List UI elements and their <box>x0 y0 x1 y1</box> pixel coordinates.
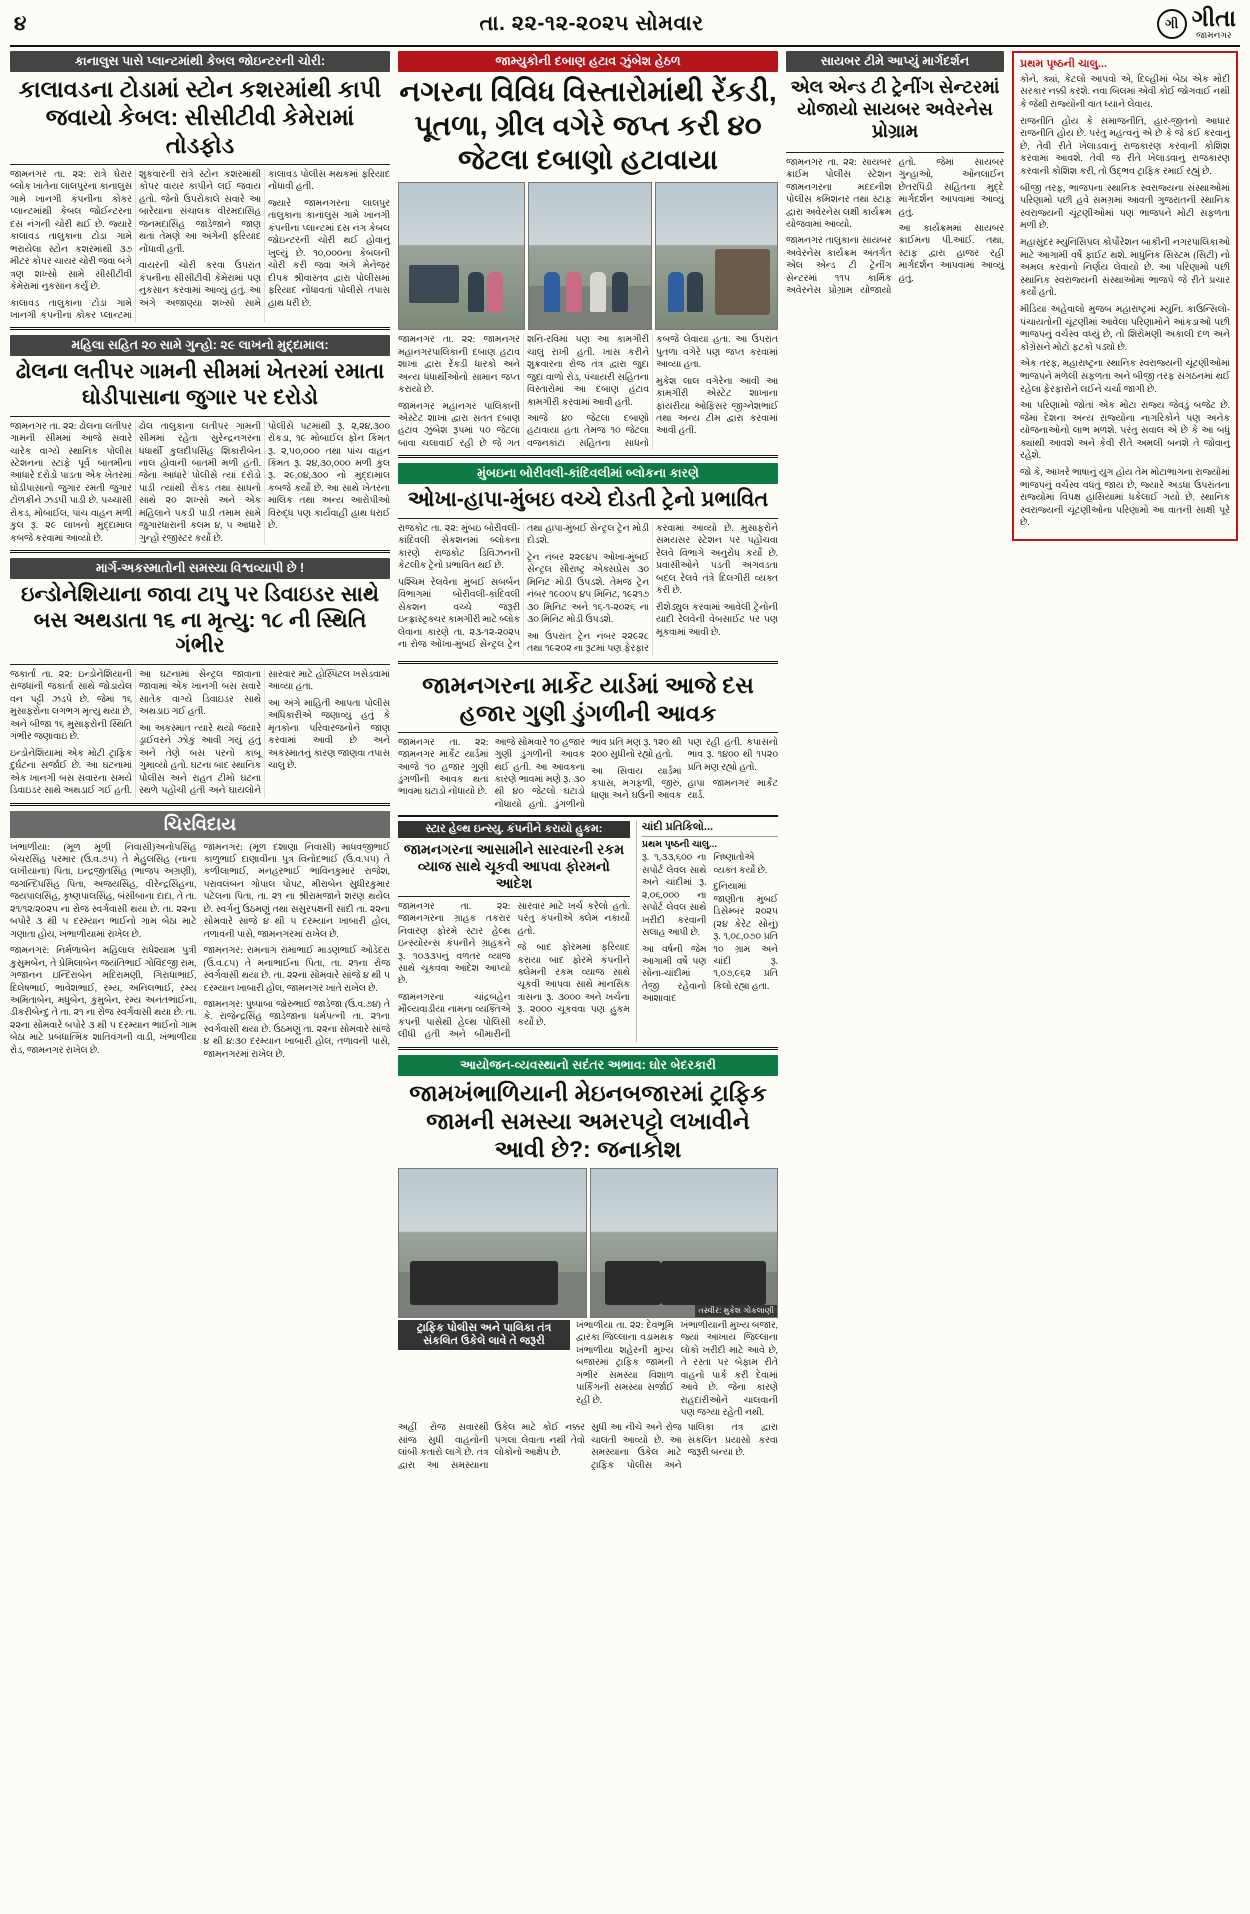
paragraph: જકાર્તા તા. ૨૨: ઇન્ડોનેશિયાની રાજધાની જકાર્તા સાથે જોડાયેલ વન પટ્ટી ઝડપે છે. જેમાં ૧૬ મુસાફરોના લગભગ મૃત્યુ થયા છે, અને બીજા ૧૬ મુસાફરોની સ્થિતિ ગંભીર જણાવાઇ છે. <box>10 670 132 743</box>
logo-title: ગીતા <box>1191 5 1236 31</box>
paragraph: રીશેડ્યુલ કરવામાં આવેલી ટ્રેનોની યાદી રેલવેની વેબસાઈટ પર પણ મૂકવામાં આવી છે. <box>656 602 778 638</box>
continuation-note: પ્રથમ પૃષ્ઠની ચાલુ... <box>641 839 718 851</box>
article-bus-accident <box>10 558 390 797</box>
photo-parked-bikes-left <box>398 1168 587 1318</box>
article-body <box>576 1320 778 1420</box>
photo-credit: તસ્વીર: મુકેશ ગોકલાણી <box>695 1305 777 1317</box>
paragraph: પશ્ચિમ રેલવેના મુંબઈ સબર્બન વિભાગમાં બોરીવલી-કાંદિવલી સેકશન વચ્ચે જરૂરી ઇન્ફ્રાસ્ટ્રક્ચર કામગીરી માટે બ્લોક લેવાના કારણે તા. ૨૩-૧૨-૨૦૨૫ ના રોજ ઓખા-મુંબઈ સેન્ટ્રલ ટ્રેન તથા હાપા-મુંબઈ સેન્ટ્રલ ટ્રેન મોડી દોડશે. <box>398 524 649 651</box>
obituary-body <box>10 842 390 1064</box>
paragraph: આજે સોમવારે ૧૦ હજાર ગુણી ડુંગળીની આવક થઈ હતી. આ આવકના કારણે ભાવમાં મણે રૂ. ૩૦ થી ૪૦ જેટલો ઘટાડો નોંધાયો હતો. ડુંગળીનો ભાવ પ્રતિ મણ રૂ. ૧૨૦ થી ૨૦૦ સુધીનો રહ્યો હતો. <box>494 737 682 810</box>
article-body <box>398 737 778 812</box>
paragraph: જે બાદ ફોરમમાં ફરિયાદ કરાયા બાદ ફોરમે કંપનીને ક્લેમની રકમ વ્યાજ સાથે ચૂકવી આપવા સાથે માનસિક ત્રાસના રૂ. ૩૦૦૦ અને ખર્ચના રૂ. ૨૦૦૦ ચૂકવવા પણ હુકમ કર્યો છે. <box>517 943 630 1028</box>
obituary-title: ચિરવિદાય <box>10 811 390 838</box>
paragraph: આજે ૪૦ જેટલા દબાણો હટાવાયા હતા તેમજ ૧૦ જેટલા વજનકાંટા સહિતના સાધનો કબજે લેવાયા હતા. આ ઉપરાંત પુતળા વગેરે પણ જપ્ત કરવામાં આવ્યા હતા. <box>527 335 778 449</box>
paragraph: ઢોલ તાલુકાના લતીપર ગામની સીમમાં રહેતા સુરેન્દ્રનગરના ધંધાર્થી કુલદીપસિંહ શિકારીબેન નાલ હોવાની બાતમી મળી હતી. જેના આધારે પોલીસે ત્યાં દરોડો પાડી ત્યાંથી રોકડ તથા સાધનો સાથે ૨૦ શખ્સો અને એક મહિલાને પકડી પાડી તમામ સામે જુગારધારાની કલમ ૪, ૫ આધારે ગુન્હો રજીસ્ટર કર્યો છે. <box>139 421 261 544</box>
newspaper-logo <box>1157 5 1236 41</box>
page-number: ૪ <box>14 12 27 35</box>
paragraph: મહાસુંદર મ્યુનિસિપલ કોર્પોરેશન બાકીની નગરપાલિકાઓ માટે આગામી વર્ષે ફાઈટ થશે. માધુનિક સિસ્ટમ (સિટી) નો અમલ કરવાનો નિર્ણય લેવાયો છે. આ પરિણામો પછી સ્થાનિક સ્વરાજ્યની સંસ્થાઓમાં ભાજપે જે રીતે પ્રચાર કર્યો હતો. <box>1020 237 1230 299</box>
article-onion-market <box>398 669 778 812</box>
article-headline: જામનગરના માર્કેટ યાર્ડમાં આજે દસ હજાર ગુણી ડુંગળીની આવક <box>422 671 754 726</box>
paragraph: દુનિયામાં જાણીતા મુંબઈ ડિસેમ્બર ૨૦૨૫ (૨૪ કેરેટ સોનું) રૂ. ૧,૦૮,૦૭૦ પ્રતિ ૧૦ ગ્રામ અને ચાંદી રૂ. ૧,૦૭,૯૬૨ પ્રતિ કિલો રહ્યા હતા. <box>713 882 778 992</box>
paragraph: રાજનીતિ હોય કે સમાજનીતિ, હાર-જીતનો આધાર રાજનીતિ હોય છે. પરંતુ મહત્વનું એ છે કે જે કંઈ કરવાનું છે, તેવી રીતે ખેલાડવાનું રાજકારણ કરવાની કોશિશ કરવામાં આવશે. તેવી જ રીતે ખેલાડવાનું રાજકારણ કરવાની કોશિશ કરી, તો ઉદ્ભવ ટ્રાફિક રમાઈ રહ્યું છે. <box>1020 116 1230 177</box>
masthead <box>10 6 1240 47</box>
article-gambling-raid <box>10 335 390 545</box>
paragraph: વાયરની ચોરી કરવા ઉપરાંત કંપનીના સીસીટીવી કેમેરામાં પણ નુકસાન કરવામાં આવ્યું હતું. આ અંગે અજાણ્યા શખ્સો સામે કાલાવડ પોલીસ મથકમાં ફરિયાદ નોંધાવી હતી. <box>139 169 390 309</box>
paragraph: જામનગર તા. ૨૨: જામનગરના ગ્રાહક તકરાર નિવારણ ફોરમે સ્ટાર હેલ્થ ઇન્સ્યોરન્સ કંપનીને ગ્રાહકને રૂ. ૧૦૩૩૫નું વળતર વ્યાજ સાથે ચૂકવવા આદેશ આપ્યો છે. <box>398 901 511 987</box>
paragraph: જામનગર: પુષ્પાબા જોરુભાઈ જાડેજા (ઉ.વ.૭૪) તે કે. રાજેન્દ્રસિંહ જાડેજાના ધર્મપત્ની તા. ૨૧ના સ્વર્ગવાસી થયા છે. ઉઠમણું તા. ૨૨ના સોમવારે સાંજે ૪ થી ૪:૩૦ દરમ્યાન ખાબારી હોલ, તળાવની પાસે, જામનગરમાં રાખેલ છે. <box>203 999 390 1060</box>
paragraph: ઇન્ડોનેશિયામાં એક મોટી ટ્રાફિક દુર્ઘટના સર્જાઈ છે. આ ઘટનામાં એક ખાનગી બસ સવારના સમયે ડિવાઇડર સાથે અથડાઈ ગઈ હતી. આ ઘટનામાં સેન્ટ્રલ જાવાના જાવામાં એક ખાનગી બસ સવારે સાતેક વાગ્યે ડિવાઇડર સાથે અથડાઇ ગઈ હતી. <box>10 670 261 797</box>
paragraph: ખંભાળીયાની મુખ્ય બજાર, જ્યાં આખાય જિલ્લાના લોકો ખરીદી માટે આવે છે, તે રસ્તા પર બેફામ રીતે વાહનો પાર્ક કરી દેવામાં આવે છે. જેના કારણે રાહદારીઓને ચાલવાની પણ જગ્યા રહેતી નથી. <box>680 1320 778 1419</box>
paragraph: જામનગર તાલુકાના સાયબર અવેરનેસ કાર્યક્રમ અંતર્ગત એલ એન્ડ ટી ટ્રેનીંગ સેન્ટરમાં ૧૧૫ કાર્મિક અવેરનેસ પ્રોગ્રામ યોજાયો હતો. જેમાં સાયબર ગુન્હાઓ, ઓનલાઈન છેતરપિંડી સહિતના મુદ્દે માર્ગદર્શન આપવામાં આવ્યું હતું. <box>786 157 1004 297</box>
article-kicker: સ્ટાર હેલ્થ ઇન્સ્યુ. કંપનીને કરાયો હુકમ: <box>398 821 630 838</box>
column-right-inner-2 <box>1012 51 1238 1911</box>
paragraph: જામનગર તા. ૨૨: ઢોલના લતીપર ગામની સીમમાં આજે સવારે ચારેક વાગ્યે સ્થાનિક પોલીસ સ્ટેશનના સ્ટાફે પૂર્વ બાતમીના આધારે દરોડો પાડતા એક ખેતરમાં ઘોડીપાસાનો જુગાર રમતી જુગાર ટોળકીને ઝડપી પાડી છે. પચ્ચાસી રોકડ, મોબાઈલ, પાંચ વાહન મળી કુલ રૂ. ૨૯ લાખનો મુદ્દામાલ કબજે કરવામાં આવ્યો છે. <box>10 421 132 544</box>
article-kicker: માર્ગ-અકસ્માતોની સમસ્યા વિશ્વવ્યાપી છે ! <box>10 558 390 579</box>
paragraph: એક તરફ, મહારાષ્ટ્રના સ્થાનિક સ્વરાજ્યની ચૂંટણીઓમાં ભાજપને મળેલી સફળતા અને બીજી તરફ સંગઠનમાં થઈ રહેલા ફેરફારોને લઈને ચર્ચા જાગી છે. <box>1020 359 1230 395</box>
paragraph: મુકેશ લાલ વગેરેના આવી આ કામગીરી એસ્ટેટ શાખાના ફાયરીયા ઓફિસર જીગ્નેશભાઈ તથા અન્ય ટીમ દ્વારા કરવામાં આવી હતી. <box>656 376 778 437</box>
article-body <box>10 669 390 798</box>
paragraph: જ્યારે જામનગરના લાલપુર તાલુકાના કાનાલુસ ગામે ખાનગી કંપનીના પ્લાન્ટમાં દસ નંગ કેબલ જોઇન્ટરની ચોરી થઈ હોવાનું ખુલ્યું છે. ૧૦,૦૦૦ના કેબલની ચોરી કરી જવા અંગે મેનેજર દીપક શ્રીવાસ્તવ દ્વારા પોલીસમાં ફરિયાદ નોંધાવતાં પોલીસે તપાસ હાથ ધરી છે. <box>268 198 390 309</box>
article-headline: એલ એન્ડ ટી ટ્રેનીંગ સેન્ટરમાં યોજાયો સાયબર અવેરનેસ પ્રોગ્રામ <box>790 76 1000 141</box>
article-train-block <box>398 463 778 655</box>
photo-truck-loading <box>398 182 525 330</box>
publication-date: તા. ૨૨-૧૨-૨૦૨૫ સોમવાર <box>479 12 704 36</box>
paragraph: કાલાવડ તાલુકાના ટોડા ગામે ખાનગી કંપનીના કોકર પ્લાન્ટમાં શુકવારની રાત્રે સ્ટોન કશરમાંથી કોપર વાયર કાપીને લઈ જવાય હતો. જેનો ઉપરોકાલે સવારે આ બારેયાના સંચાલક વીરમદાસિંહ જનમદાસિંહ જાડેજાને જાણ થતાં તેમણે આ અંગેની ફરિયાદ નોંધાવી હતી. <box>10 169 261 321</box>
paragraph: કોને, ક્યાં, કેટલો આપવો એ, દિલ્હીમાં બેઠા એક મોદી સરકાર નક્કી કરશે. નવા બિલમાં એવી કોઈ જોગવાઈ નથી કે જેથી રાજ્યોની વાત ધ્યાને લેવાય. <box>1020 74 1230 111</box>
column-right-inner-1 <box>786 51 1004 1911</box>
article-kicker: આયોજન-વ્યવસ્થાનો સદંતર અભાવ: ઘોર બેદરકારી <box>398 1055 778 1076</box>
article-kicker: સાયબર ટીમે આપ્યું માર્ગદર્શન <box>786 51 1004 72</box>
page-columns <box>10 51 1240 1911</box>
paragraph: આ કાર્યક્રમમાં સાયબર ક્રાઈમના પી.આઈ. તથા, સ્ટાફ દ્વારા હાજર રહી માર્ગદર્શન આપવામાં આવ્યું હતું. <box>898 223 1004 284</box>
article-silver-price <box>636 821 778 1041</box>
paragraph: આ અંગે માહિતી આપતા પોલીસ અધિકારીએ જણાવ્યું હતું કે મૃતકોના પરિવારજનોને જાણ કરવામાં આવી છે અને અકસ્માતનું કારણ જાણવા તપાસ ચાલુ છે. <box>268 698 390 772</box>
article-cable-theft <box>10 51 390 323</box>
paragraph: સુધી આ નીચે અને રોજ ચાલતી આવ્યો છે. આ સમસ્યાના ઉકેલ માટે ટ્રાફિક પોલીસ અને પાલિકા તંત્ર દ્વારા સંકલિત પ્રયાસો કરવા જરૂરી બન્યા છે. <box>591 1423 778 1471</box>
photo-group <box>398 1168 778 1318</box>
article-headline: ઇન્ડોનેશિયાના જાવા ટાપુ પર ડિવાઇડર સાથે બસ અથડાતા ૧૬ ના મૃત્યુ: ૧૮ ની સ્થિતિ ગંભીર <box>20 583 379 658</box>
logo-mark-icon: ગી <box>1157 9 1187 39</box>
paragraph: જામનગર તા. ૨૨: જામનગર મહાનગરપાલિકાની દબાણ હટાવ શાખા દ્વારા રેંકડી ધારકો અને અન્ય ધંધાર્થીઓનો સામાન જપ્ત કરાયો છે. <box>398 335 520 396</box>
article-traffic-jam <box>398 1055 778 1473</box>
paragraph: જો કે, આખરે ભાષાનું યુગ હોય તેમ મોટાભાગના રાજ્યોમાં ભાજપનું વર્ચસ્વ વધતું જાય છે, જ્યારે અડધા ઉપરાંતના રાજ્યોમાં વિપક્ષ હાંસિયામાં ધકેલાઈ ગયો છે. સ્થાનિક સ્વરાજ્યની ચૂંટણીઓના પરિણામો આ વાતની સાક્ષી પૂરે છે. <box>1020 468 1230 529</box>
paragraph: જામનગર: (મૂળ દશાણા નિવાસી) માધવજીભાઈ કાળુભાઈ દાણાવીના પુત્ર વિનોદભાઈ (ઉ.વ.૫૫) તે કળીલાભાઈ, મનહરભાઈ ભાવિનકુમાર રાજેશ, પરાવલંબન ગોપાલ પોપટ, મીરાબેન સુધીરકુમાર પટેલના પિતા, તા. ૨૧ ના શ્રીરામજાને શરણ થયેલ છે. સ્વર્ગનું ઉઠમણું તથા સસુરપક્ષની સાદી તા. ૨૨ના સોમવારે સાંજે ૪ થી ૫ દરમ્યાન ખાબારી હોલ, તળાવની પાસે, જામનગરમાં રાખેલ છે. <box>203 842 390 940</box>
article-headline: કાલાવડના ટોડામાં સ્ટોન કશરમાંથી કાપી જવાયો કેબલ: સીસીટીવી કેમેરામાં તોડફોડ <box>18 75 382 158</box>
photo-group <box>398 182 778 330</box>
article-headline: નગરના વિવિધ વિસ્તારોમાંથી રેંકડી, પૂતળા, ગ્રીલ વગેરે જપ્ત કરી ૪૦ જેટલા દબાણો હટાવાયા <box>399 75 777 176</box>
article-body <box>398 901 630 1042</box>
paragraph: આ વર્ષની જેમ આગામી વર્ષે પણ સોના-ચાંદીમાં તેજી રહેવાનો આશાવાદ નિષ્ણાતોએ વ્યક્ત કર્યો છે. <box>641 853 768 1005</box>
article-body <box>398 334 778 450</box>
logo-subtitle: જામનગર <box>1196 29 1232 40</box>
paragraph: આ અકસ્માત ત્યારે થયો જયારે ડ્રાઈવરને ઝોકું આવી ગયું હતું અને તેણે બસ પરનો કાબૂ ગુમાવ્યો હતો. ઘટના બાદ સ્થાનિક પોલીસ અને રાહત ટીમો ઘટના સ્થળે પહોંચી હતી અને ઘાયલોને સારવાર માટે હોસ્પિટલ ખસેડવામાં આવ્યા હતા. <box>139 670 390 797</box>
paragraph: પોલીસે પટમાંથી રૂ. ૨,૨૪,૩૦૦ રોકડા, ૧૯ મોબાઈલ ફોન કિંમત રૂ. ૨,૫૦,૦૦૦ તથા પાંચ વાહન કિંમત રૂ. ૨૪,૩૦,૦૦૦ મળી કુલ રૂ. ૨૯,૦૪,૩૦૦ નો મુદ્દામાલ કબજે કર્યો છે. આ સાથે ખેતરના માલિક તથા અન્ય આરોપીઓ વિરુદ્ધ પણ કાર્યવાહી હાથ ધરાઈ છે. <box>268 421 390 532</box>
continuation-title: પ્રથમ પૃષ્ઠની ચાલુ... <box>1020 57 1108 70</box>
column-right-group <box>786 51 1238 1911</box>
paragraph: જામનગરના ચાંદ્રબહેન મૌલ્યવાડીયા નામના વ્યક્તિએ કંપની પાસેથી હેલ્થ પોલિસી લીધી હતી અને બીમારીની સારવાર માટે ખર્ચ કરેલો હતો. પરંતુ કંપનીએ ક્લેમ નકાર્યો હતો. <box>398 901 630 1041</box>
paragraph: આ પરિણામો જોતાં એક મોટા રાજ્ય જેવડું બજેટ છે. જેમાં દેશના અન્ય રાજ્યોના નાગરિકોને પણ અનેક યોજનાઓનો લાભ મળશે. પરંતુ સવાલ એ છે કે આ બધું ક્યાંથી આવશે અને કેવી રીતે અમલી બનશે તે જોવાનું રહેશે. <box>1020 401 1230 462</box>
article-kicker: જામ્યુકોની દબાણ હટાવ ઝુંબેશ હેઠળ <box>398 51 778 72</box>
article-body <box>10 169 390 322</box>
paragraph: ખંભાળીયા: (મૂળ મૂળી નિવાસી)અનોપસિંહ બેચરસિંહ પરમાર (ઉ.વ.૭૫) તે મેહુલસિંહ (નાના લખીયાના) પિતા, ઇન્દ્રજીતસિંહ (ભાજપ અગ્રણી), જગન્દિપસિંહ પિતા, અજયસિંહ, વીરેન્દ્રસિંહના, જયપાલસિંહ, કૃષ્ણપાલસિંહ, બંસીબાના દાદા, તે તા. ૨૧/૧૨/૨૦૨૫ ના રોજ સ્વર્ગવાસી થયા છે. તા. ૨૨ના બપોરે ૩ થી ૫ દરમ્યાન ભાઈનો ગામ બેઠા માટે ગણાતા હોય, ખંભાળીયામાં રાખેલ છે. <box>10 842 197 940</box>
paragraph: આ સિવાય યાર્ડમાં કપાસ, મગફળી, જીરું, ધાણા અને ઘઉંની આવક પણ રહી હતી. કપાસનો ભાવ રૂ. ૧૪૦૦ થી ૧૫૨૦ પ્રતિ મણ રહ્યો હતો. <box>591 737 778 802</box>
article-body-continued <box>398 1422 778 1472</box>
article-headline: જામનગરના આસામીને સારવારની રકમ વ્યાજ સાથે ચૂકવી આપવા ફોરમનો આદેશ <box>403 841 625 891</box>
paragraph: મીડિયા અહેવાલો મુજબ મહારાષ્ટ્રમાં મ્યુનિ. કાઉન્સિલો-પંચાયતોની ચૂંટણીમાં આવેલા પરિણામોને આંકડાઓ પછી ભાજપનું વર્ચસ્વ વધ્યું છે, તો શિરોમણી અકાલી દળ અને કોંગ્રેસને મોટો ફટકો પડ્યો છે. <box>1020 304 1230 353</box>
paragraph: ટ્રેન નંબર ૨૨૯૪૫ ઓખા-મુંબઈ સેન્ટ્રલ સૌરાષ્ટ્ર એક્સપ્રેસ ૩૦ મિનિટ મોડી ઉપડશે. તેમજ ટ્રેન નંબર ૧૯૦૦૫ ૪૫ મિનિટ, ૧૯૨૧૭ ૩૦ મિનિટ અને ૧૬-૧-૨૦૨૬ ના ૩૦ મિનિટ મોડી ઉપડશે. <box>527 552 649 626</box>
paragraph: અહીં રોજ સવારથી સાંજ સુધી વાહનોની લાંબી કતારો લાગે છે. તંત્ર દ્વારા આ સમસ્યાના ઉકેલ માટે કોઈ નક્કર પગલાં લેવાતા નથી તેવો લોકોનો આક્ષેપ છે. <box>398 1423 585 1471</box>
photo-parked-bikes-right <box>590 1168 779 1318</box>
paragraph: જામનગર મહાનગર પાલિકાની એસ્ટેટ શાખા દ્વારા સતત દબાણ હટાવ ઝુંબેશ રૂપમાં ૫૦ જેટલા બાવા ચલાવાઈ રહી છે જે ગત શનિ-રવિમાં પણ આ કામગીરી ચાલુ રાખી હતી. ખાસ કરીને શુક્રવારના રોજ તંત્ર દ્વારા જુદા જુદા વાળો રોડ, પંચાયરી સહિતના વિસ્તારોમાં આ દબાણ હટાવ કામગીરી કરવામાં આવી હતી. <box>398 335 649 449</box>
paragraph: ખંભાળીયા તા. ૨૨: દેવભૂમિ દ્વારકા જિલ્લાના વડામથક ખંભાળીયા શહેરની મુખ્ય બજારમાં ટ્રાફિક જામની ગંભીર સમસ્યા વિશાળ પાર્કિંગની સમસ્યા સર્જાઈ રહી છે. <box>576 1320 674 1406</box>
article-headline: ઓખા-હાપા-મુંબઇ વચ્ચે દોડતી ટ્રેનો પ્રભાવિત <box>407 488 769 512</box>
article-kicker: મહિલા સહિત ૨૦ સામે ગુન્હો: ૨૯ લાખનો મુદ્દામાલ: <box>10 335 390 356</box>
obituary-section <box>10 811 390 1064</box>
paragraph: જામનગર: રામનાગ રામાભાઈ માડણભાઈ ઓડેદરા (ઉ.વ.૮૫) તે મનાભાઈના પિતા, તા. ૨૧ના રોજ સ્વર્ગવાસી થયા છે. તા. ૨૨ના સોમવારે સાંજે ૪ થી ૫ દરમ્યાન ખાબારી હોલ, જામનગર ખાતે રાખેલ છે. <box>203 946 390 994</box>
photo-workers-cart <box>528 182 651 330</box>
article-kicker: મુંબઇના બોરીવલી-કાંદિવલીમાં બ્લોકના કારણે <box>398 463 778 484</box>
article-subhead: ટ્રાફિક પોલીસ અને પાલિકા તંત્ર સંકલિત ઉકેલે લાવે તે જરૂરી <box>398 1320 570 1350</box>
paragraph: જામનગર તા. ૨૨: રાત્રે ઘેરાર બ્લોક ખાતેના લાલપુરના કાનાલુસ ગામે ખાનગી કંપનીના કોકર પ્લાન્ટમાંથી કેબલ જોઈન્ટરના દસ નંગની ચોરી થઈ છે. જ્યારે કાલાવડ તાલુકાના ટોડા ગામે ભરાયેલા સ્ટોન કશરમાંથી ૩૭ મીટર કોપર ચાયર ચોરી જવા બંગે ત્રણ શખ્સો સામે સીસીટીવી કેમેરામાં નુકસાન કર્યું છે. <box>10 169 132 293</box>
article-body <box>398 523 778 656</box>
article-headline: ઢોલના લતીપર ગામની સીમમાં ખેતરમાં રમાતા ઘોડીપાસાના જુગાર પર દરોડો <box>15 360 385 410</box>
photo-seized-goods <box>655 182 778 330</box>
continuation-box <box>1012 51 1238 541</box>
article-body <box>786 157 1004 298</box>
article-encroachment-drive <box>398 51 778 451</box>
article-kicker: ચાંદી પ્રતિકિલો... <box>642 821 778 837</box>
paragraph: રાજકોટ તા. ૨૨: મુંબઇ બોરીવલી-કાંદિવલી સેકશનમાં બ્લોકના કારણે રાજકોટ ડિવિઝનની કેટલીક ટ્રેનો પ્રભાવિત થઈ છે. <box>398 524 520 572</box>
paragraph: જામનગર: નિર્મળાબેન મહિલાલ રાધેશ્યામ પુત્રી કુસુમબેન, તે પ્રેમિલાબેન જયંતિભાઈ ગોવિંદજી રામ, ગજાનન ઇન્દિરાબેન મદિરામણી, ગિરાધાભાઈ, દિલેષભાઈ, ભાવેશભાઈ, રમ્ય, અનિલભાઈ, રમ્ય અમિતાબેન, મધુબેન, કુમુબેન, રમ્ય અનંતભાઈના, ડીકરીબેન્દુ તે તા. ૨૧ ના રોજ સ્વર્ગવાસી થયા છે. તા. ૨૨ના સોમવારે બપોરે ૩ થી ૫ દરમ્યાન ભાઈનો ગામ બેઠા માટે પ્રબંધાત્મિક શાતિવંગની વાડી, ખંભાળીયા રોડ, જામનગર રાખેલ છે. <box>10 946 197 1056</box>
paragraph: જામનગર તા. ૨૨: સાયબર ક્રાઈમ પોલીસ સ્ટેશન જામનગરના મદદનીશ પોલીસ કમિશનર તથા સ્ટાફ દ્વારા અવેરનેસ લક્ષી કાર્યક્રમ યોજવામાં આવ્યો. <box>786 157 892 230</box>
article-kicker: કાનાલુસ પાસે પ્લાન્ટમાંથી કેબલ જોઇન્ટરની ચોરી: <box>10 51 390 72</box>
paragraph: જામનગર તા. ૨૨: જામનગર માર્કેટ યાર્ડમાં આજે ૧૦ હજાર ગુણી ડુંગળીની આવક થતાં ભાવમાં ઘટાડો નોંધાયો છે. <box>398 737 489 798</box>
column-left <box>10 51 390 1911</box>
paragraph: રૂ. ૧,૩૩,૬૦૦ ના સપોર્ટ લેવલ સાથે અને ચાંદીમાં રૂ. ૨,૦૬,૦૦૦ ના સપોર્ટ લેવલ સાથે ખરીદી કરવાની સલાહ આપી છે. <box>641 853 707 939</box>
mid-lower-group <box>398 821 778 1041</box>
article-body <box>10 421 390 546</box>
paragraph: આ ઉપરાંત ટ્રેન નંબર ૨૨૯૨૮ તથા ૧૯૨૦૨ ના રૂટમાં પણ ફેરફાર કરવામાં આવ્યો છે. મુસાફરોને સમયસર સ્ટેશન પર પહોંચવા રેલવે વિભાગે અનુરોધ કર્યો છે. પ્રવાસીઓને પડતી અગવડતા બદલ રેલવે તંત્રે દિલગીરી વ્યક્ત કરી છે. <box>527 524 778 655</box>
continuation-body <box>1020 74 1230 530</box>
paragraph: બીજી તરફ, ભાજપના સ્થાનિક સ્વરાજ્યના સંસ્થાઓમાં પરિણામો પછી હવે સમગ્રમાં આવતી ગુજરાતની સ્થાનિક સ્વરાજ્યની ચૂંટણીઓમાં પણ ભાજપને મોટી સફળતા મળી છે. <box>1020 183 1230 232</box>
article-insurance-order <box>398 821 630 1041</box>
article-body <box>642 852 778 1005</box>
column-middle <box>398 51 778 1911</box>
article-headline: જામખંભાળિયાની મેઇનબજારમાં ટ્રાફિક જામની સમસ્યા અમરપટ્ટો લખાવીને આવી છે?: જનાકોશ <box>409 1079 767 1162</box>
paragraph: હાપા જામનગર માર્કેટ યાર્ડ. <box>687 778 778 802</box>
